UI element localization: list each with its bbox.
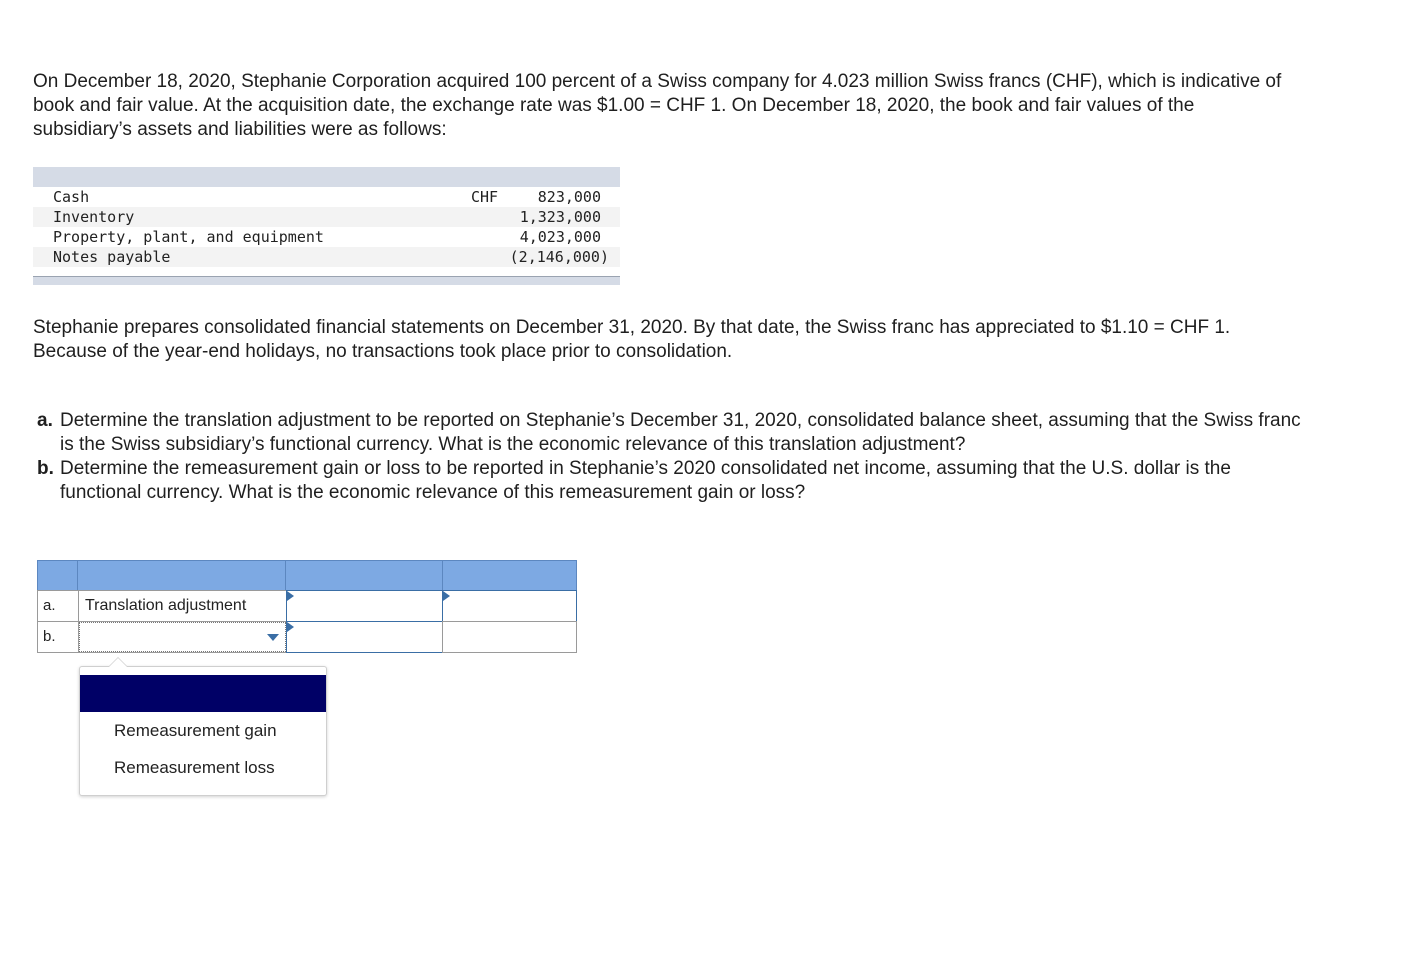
header-divider — [77, 560, 78, 591]
gain-loss-dropdown-menu — [79, 666, 327, 796]
row-label: Inventory — [53, 208, 135, 226]
row-label: Cash — [53, 188, 90, 206]
chf-balance-table — [33, 167, 620, 284]
header-divider — [285, 560, 286, 591]
chevron-down-icon[interactable] — [267, 634, 279, 641]
table-row — [33, 207, 620, 227]
row-amount: (2,146,000) — [509, 248, 609, 266]
header-divider — [442, 560, 443, 591]
dropdown-option-blank[interactable] — [80, 675, 326, 712]
question-text: Determine the translation adjustment to be reported on Stephanie’s December 31, 2020, consolidated balance sheet, assuming that the Swiss franc is the Swiss subsidiary’s functional currency. What is the economic relevance of this translation adjustment? — [60, 410, 1301, 455]
gain-loss-select[interactable] — [79, 622, 286, 652]
input-marker-icon — [287, 591, 294, 601]
answer-table — [37, 560, 577, 653]
intro-paragraph: On December 18, 2020, Stephanie Corporation acquired 100 percent of a Swiss company for 4.023 million Swiss francs (CHF), which is indicative of book and fair value. At the acquisition date, the exchange rate was $1.00 = CHF 1. On December 18, 2020, the book and fair values of the subsidiary’s assets and liabilities were as follows: — [33, 71, 1282, 140]
input-marker-icon — [287, 622, 294, 632]
table-footer-band — [33, 276, 620, 285]
row-letter-b: b. — [37, 621, 79, 653]
table-row — [33, 227, 620, 247]
row-amount: 823,000 — [537, 188, 601, 206]
amount-input-b[interactable] — [286, 621, 443, 653]
consolidation-paragraph: Stephanie prepares consolidated financial statements on December 31, 2020. By that date, the Swiss franc has appreciated to $1.10 = CHF 1. Because of the year-end holidays, no transactions took place prior to consolidation. — [33, 317, 1231, 362]
question-item-a — [37, 409, 1307, 457]
row-label: Notes payable — [53, 248, 171, 266]
question-letter: b. — [37, 458, 54, 479]
answer-table-header — [37, 560, 577, 591]
table-row — [33, 247, 620, 267]
popup-caret-inner — [109, 658, 127, 667]
table-header-band — [33, 167, 620, 187]
row-amount: 1,323,000 — [519, 208, 601, 226]
amount-input-a[interactable] — [286, 590, 443, 622]
relevance-cell-b[interactable] — [442, 621, 577, 653]
amount-field-b[interactable] — [287, 622, 442, 652]
row-letter-a: a. — [37, 590, 79, 622]
table-row — [33, 187, 620, 207]
relevance-input-a[interactable] — [442, 590, 577, 622]
row-amount: 4,023,000 — [519, 228, 601, 246]
row-label: Property, plant, and equipment — [53, 228, 324, 246]
question-item-b — [37, 457, 1307, 505]
dropdown-option-loss[interactable]: Remeasurement loss — [114, 758, 275, 777]
dropdown-option-gain[interactable]: Remeasurement gain — [114, 721, 277, 740]
input-marker-icon — [443, 591, 450, 601]
question-list — [37, 409, 1307, 505]
translation-adjustment-label: Translation adjustment — [78, 590, 287, 622]
relevance-field-a[interactable] — [443, 591, 576, 621]
question-text: Determine the remeasurement gain or loss to be reported in Stephanie’s 2020 consolidated net income, assuming that the U.S. dollar is the functional currency. What is the economic relevance of this remeasurement gain or loss? — [60, 458, 1231, 503]
currency-label: CHF — [471, 188, 499, 206]
amount-field-a[interactable] — [287, 591, 442, 621]
question-letter: a. — [37, 410, 53, 431]
